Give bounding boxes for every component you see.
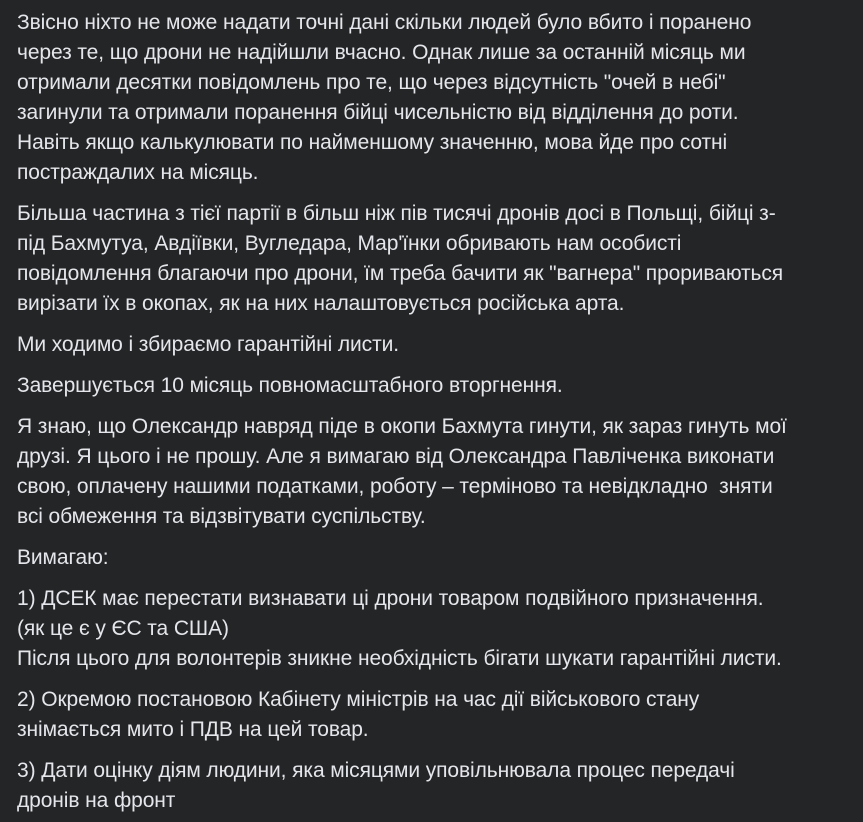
paragraph-drones-stuck-in-poland: Більша частина з тієї партії в більш ніж пів тисячі дронів досі в Польщі, бійці з- під Бахмутуа, Авдіївки, Вугледара, Мар'їнки обривають нам особисті повідомлення благаючи про дрони, їм треба бачити як "вагнера" прориваються вирізати їх в окопах, як на них налаштовується російська арта. [17, 202, 784, 315]
paragraph-warranty-letters: Ми ходимо і збираємо гарантійні листи. [17, 333, 399, 356]
paragraph-demands-heading: Вимагаю: [17, 546, 109, 569]
paragraph-casualty-data: Звісно ніхто не може надати точні дані скільки людей було вбито і поранено через те, що дрони не надійшли вчасно. Однак лише за останній місяць ми отримали десятки повідомлень про те, що через відсутність "очей в небі" загинули та отримали поранення бійці чисельністю від відділення до роти. Навіть якщо калькулювати по найменшому значенню, мова йде про сотні постраждалих на місяць. [17, 11, 752, 184]
paragraph-demand-1-dsec: 1) ДСЕК має перестати визнавати ці дрони товаром подвійного призначення. (як це є у ЄС та США) Після цього для волонтерів зникне необхідність бігати шукати гарантійні листи. [17, 587, 782, 670]
paragraph-demand-3-accountability: 3) Дати оцінку діям людини, яка місяцями уповільнювала процес передачі дронів на фронт [17, 759, 735, 812]
paragraph-tenth-month: Завершується 10 місяць повномасштабного вторгнення. [17, 374, 563, 397]
paragraph-demand-2-customs-vat: 2) Окремою постановою Кабінету міністрів на час дії військового стану знімається мито і ПДВ на цей товар. [17, 688, 700, 741]
paragraph-demand-to-pavlichenko: Я знаю, що Олександр навряд піде в окопи Бахмута гинути, як зараз гинуть мої друзі. Я цього і не прошу. Але я вимагаю від Олександра Павліченка виконати свою, оплачену нашими податками, роботу – терміново та невідкладно зняти всі обмеження та відзвітувати суспільству. [17, 415, 787, 528]
